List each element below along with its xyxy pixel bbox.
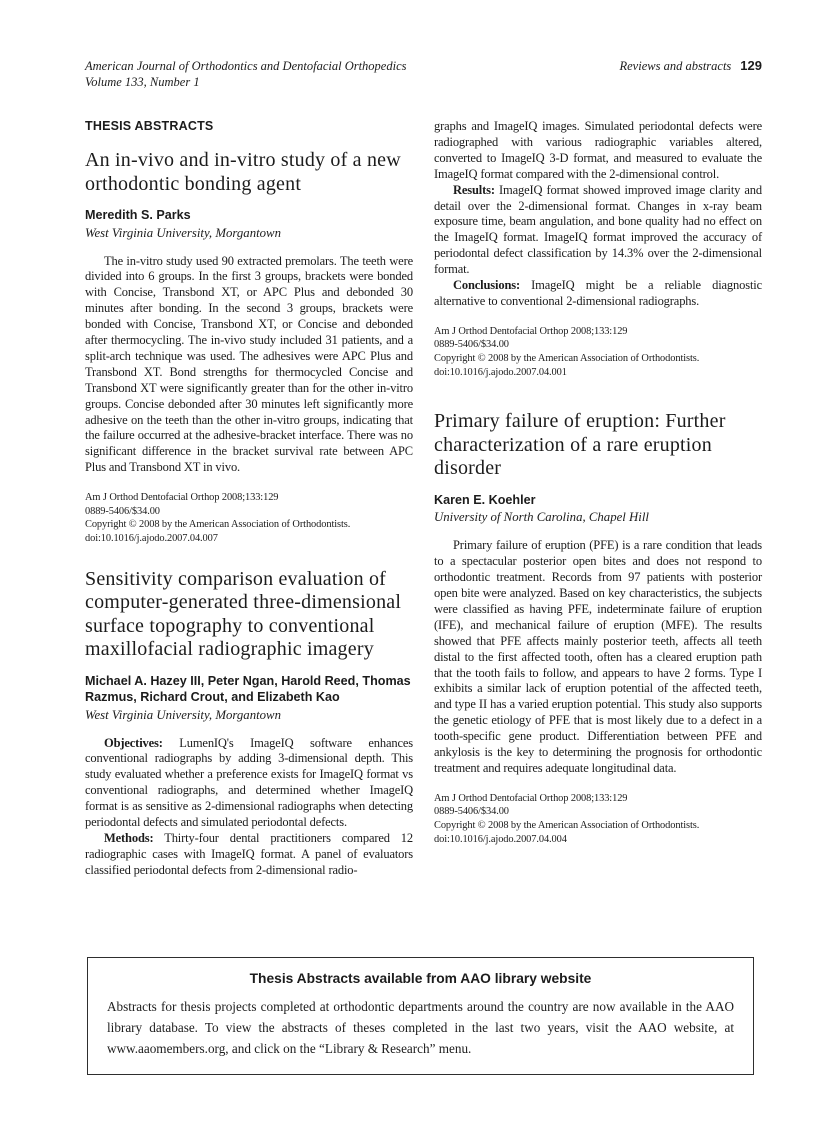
article-2-methods-part2: graphs and ImageIQ images. Simulated periodontal defects were radiographed with various radiographic variables altered, converted to ImageIQ 3-D format, and measured to evaluate the ImageIQ format compared with the 2-dimensional control. [434, 119, 762, 181]
article-1-title: An in-vivo and in-vitro study of a new orthodontic bonding agent [85, 149, 401, 195]
results-label: Results: [453, 182, 495, 197]
section-label: THESIS ABSTRACTS [85, 119, 214, 133]
citation-line: Am J Orthod Dentofacial Orthop 2008;133:129 [85, 492, 279, 504]
article-2-affiliation: West Virginia University, Morgantown [85, 707, 281, 722]
notice-box-title: Thesis Abstracts available from AAO library website [249, 971, 592, 986]
abstract-article-1 [85, 149, 413, 546]
methods-label: Methods: [104, 831, 154, 845]
citation-line: Am J Orthod Dentofacial Orthop 2008;133:129 [434, 325, 628, 337]
right-column [434, 119, 762, 929]
article-3-citation [434, 792, 762, 846]
methods-text-part1: Thirty-four dental practitioners compared 12 radiographic cases with ImageIQ format. A panel of evaluators classified periodontal defects from 2-dimensional radio- [85, 831, 413, 877]
citation-line: 0889-5406/$34.00 [85, 505, 160, 517]
citation-line: doi:10.1016/j.ajodo.2007.04.007 [85, 532, 218, 544]
article-2-title: Sensitivity comparison evaluation of computer-generated three-dimensional surface topography to conventional maxillofacial radiographic imagery [85, 567, 402, 661]
citation-line: Copyright © 2008 by the American Association of Orthodontists. [434, 820, 700, 832]
article-2-citation [434, 325, 762, 379]
citation-line: doi:10.1016/j.ajodo.2007.04.004 [434, 833, 567, 845]
journal-volume: Volume 133, Number 1 [85, 75, 200, 89]
notice-box [87, 957, 754, 1075]
left-column [85, 119, 413, 929]
two-column-body [85, 119, 762, 929]
article-1-authors: Meredith S. Parks [85, 208, 191, 222]
article-3-abstract: Primary failure of eruption (PFE) is a rare condition that leads to a spectacular posterior open bites and does not respond to orthodontic treatment. Records from 97 patients with posterior open bite were analyzed. Based on key characteristics, the subjects were classified as having PFE, indeterminate failure of eruption (IFE), and mechanical failure of eruption (MFE). The results showed that PFE affects mainly posterior teeth, affects all teeth distal to the first affected tooth, often has a cleared eruption path that the tooth fails to follow, and appears to have 2 forms. Type I exhibits a similar lack of eruption potential of the affected teeth, and type II has a varied eruption potential. This study also supports the genetic etiology of PFE that is most likely due to a defect in a tooth-specific gene product. Differentiation between PFE and ankylosis is the key to determining the prognosis for orthodontic treatment and requires adequate longitudinal data. [434, 538, 762, 775]
article-1-citation [85, 491, 413, 545]
article-2-conclusions [434, 278, 762, 310]
article-2-results [434, 183, 762, 278]
conclusions-label: Conclusions: [453, 278, 520, 293]
abstract-article-3 [434, 410, 762, 846]
article-1-abstract: The in-vitro study used 90 extracted premolars. The teeth were divided into 6 groups. In the first 3 groups, brackets were bonded with Concise, Transbond XT, or APC Plus and debonded 30 minutes after bonding. In the second 3 groups, brackets were bonded with Concise, Transbond XT, or Concise and debonded after thermocycling. The in-vivo study included 31 patients, and a split-arch technique was used. The adhesives were APC Plus and Transbond XT. Bond strengths for thermocycled Concise and Transbond XT were significantly greater than for the other in-vitro groups. Concise debonded after 30 minutes left significantly more adhesive on the teeth than the other in-vitro groups, indicating that the failure occurred at the adhesive-bracket interface. There was no significant difference in the bracket survival rate between APC Plus and Transbond XT in vivo. [85, 253, 413, 475]
citation-line: Am J Orthod Dentofacial Orthop 2008;133:129 [434, 792, 628, 804]
section-and-page [620, 58, 763, 74]
citation-line: 0889-5406/$34.00 [434, 806, 509, 818]
citation-line: Copyright © 2008 by the American Association of Orthodontists. [434, 353, 700, 365]
citation-line: Copyright © 2008 by the American Association of Orthodontists. [85, 519, 351, 531]
objectives-label: Objectives: [104, 735, 163, 750]
abstract-article-2 [85, 568, 413, 879]
page-number: 129 [740, 58, 762, 73]
running-header [85, 58, 762, 90]
notice-box-text: Abstracts for thesis projects completed at orthodontic departments around the country are now available in the AAO library database. To view the abstracts of theses completed in the last two years, visit the AAO website, at www.aaomembers.org, and click on the “Library & Research” menu. [107, 999, 734, 1056]
objectives-text: LumenIQ's ImageIQ software enhances conventional radiographs by adding 3-dimensional depth. This study evaluated whether a preference exists for ImageIQ format vs conventional radiographs, and determined whether ImageIQ format is as sensitive as 2-dimensional radiographs when detecting periodontal defects and simulated periodontal defects. [85, 735, 413, 830]
article-2-methods-part1 [85, 831, 413, 879]
article-3-title: Primary failure of eruption: Further characterization of a rare eruption disorder [434, 410, 726, 480]
article-3-authors: Karen E. Koehler [434, 492, 536, 507]
results-text: ImageIQ format showed improved image clarity and detail over the 2-dimensional format. Changes in x-ray beam exposure time, beam angulation, and bone quality had no effect on the ImageIQ format. ImageIQ format improved the accuracy of periodontal defect classification by 14.3% over the 2-dimensional format. [434, 182, 762, 277]
journal-info [85, 58, 407, 90]
article-2-authors: Michael A. Hazey III, Peter Ngan, Harold Reed, Thomas Razmus, Richard Crout, and Elizabeth Kao [85, 673, 411, 705]
citation-line: 0889-5406/$34.00 [434, 339, 509, 351]
conclusions-text: ImageIQ might be a reliable diagnostic alternative to conventional 2-dimensional radiographs. [434, 278, 762, 308]
article-2-objectives [85, 736, 413, 831]
journal-title: American Journal of Orthodontics and Dentofacial Orthopedics [85, 59, 407, 73]
section-name: Reviews and abstracts [619, 59, 732, 73]
article-3-affiliation: University of North Carolina, Chapel Hill [434, 510, 649, 525]
citation-line: doi:10.1016/j.ajodo.2007.04.001 [434, 366, 567, 378]
article-1-affiliation: West Virginia University, Morgantown [85, 225, 281, 240]
